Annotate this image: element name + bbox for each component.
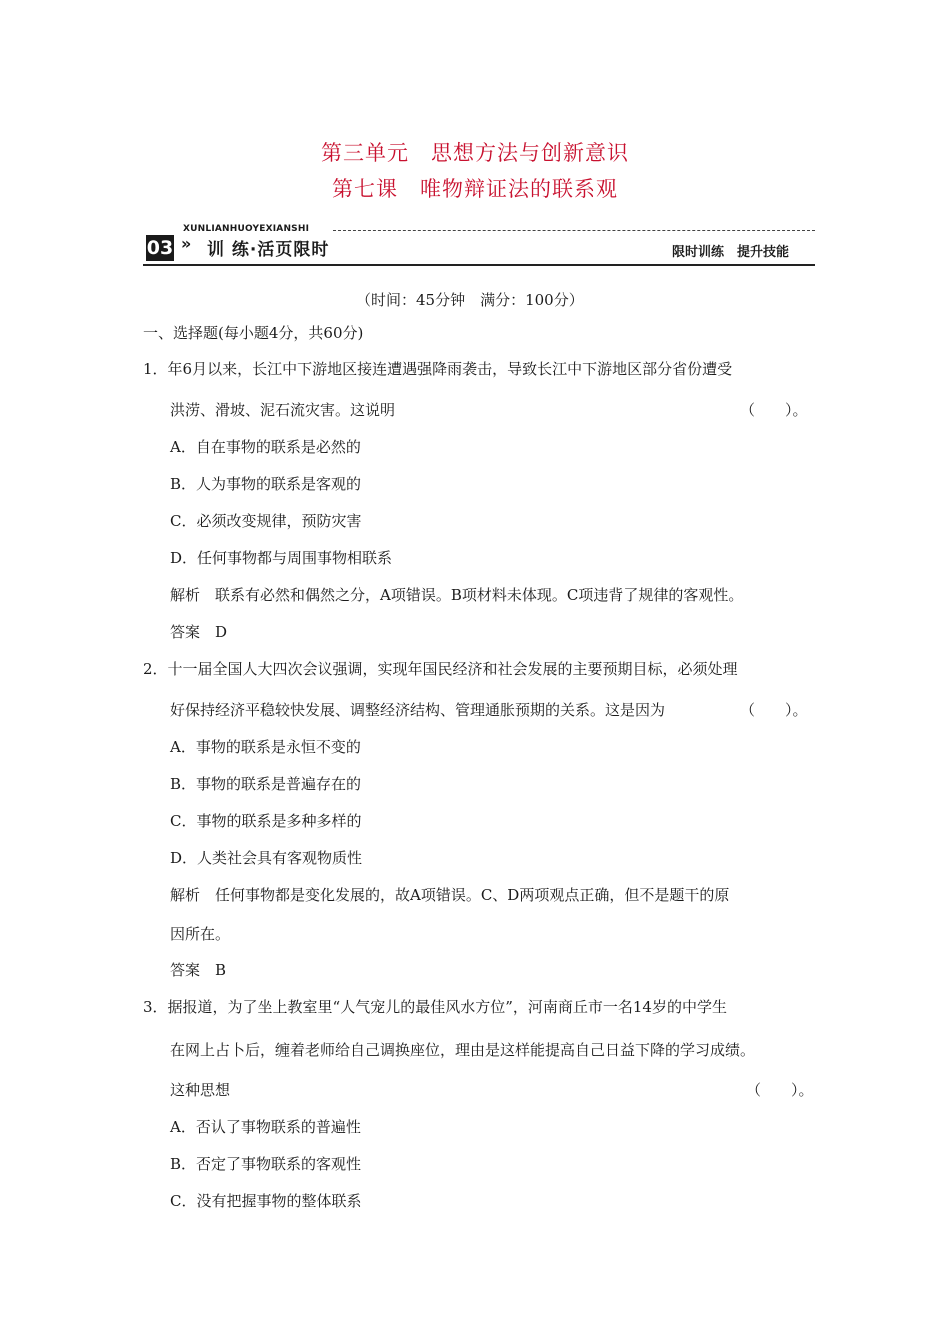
- question-2-stem-cont: 好保持经济平稳较快发展、调整经济结构、管理通胀预期的关系。这是因为: [170, 701, 666, 719]
- question-1-option-a: A．自在事物的联系是必然的: [170, 438, 361, 456]
- unit-title: 第三单元 思想方法与创新意识: [321, 141, 629, 165]
- banner-title: 训 练·活页限时: [207, 240, 330, 260]
- question-1-stem-cont: 洪涝、滑坡、泥石流灾害。这说明: [170, 401, 396, 419]
- banner-right-text: 限时训练 提升技能: [671, 245, 789, 260]
- question-2-option-d: D．人类社会具有客观物质性: [170, 849, 363, 867]
- chevron-icon: »: [181, 234, 192, 253]
- section-heading: 一、选择题(每小题4分，共60分): [143, 324, 364, 342]
- time-info: （时间：45分钟 满分：100分）: [356, 291, 584, 309]
- question-1-answer: 答案 D: [170, 623, 228, 641]
- section-banner: [143, 224, 815, 268]
- banner-underline: [143, 264, 815, 266]
- question-2-stem: 2．十一届全国人大四次会议强调，实现年国民经济和社会发展的主要预期目标，必须处理: [143, 660, 738, 678]
- question-2-option-b: B．事物的联系是普遍存在的: [170, 775, 362, 793]
- question-1-analysis: 解析 联系有必然和偶然之分，A项错误。B项材料未体现。C项违背了规律的客观性。: [170, 586, 744, 604]
- question-3-option-a: A．否认了事物联系的普遍性: [170, 1118, 361, 1136]
- question-3-option-c: C．没有把握事物的整体联系: [170, 1192, 362, 1210]
- banner-pinyin: XUNLIANHUOYEXIANSHI: [183, 224, 310, 234]
- question-3-blank: （ ）。: [746, 1081, 814, 1099]
- question-1-blank: （ ）。: [740, 401, 808, 419]
- lesson-title: 第七课 唯物辩证法的联系观: [332, 177, 618, 201]
- question-3-option-b: B．否定了事物联系的客观性: [170, 1155, 362, 1173]
- question-1-option-d: D．任何事物都与周围事物相联系: [170, 549, 393, 567]
- banner-dashed-divider: [333, 230, 815, 231]
- question-2-option-a: A．事物的联系是永恒不变的: [170, 738, 361, 756]
- question-2-analysis: 解析 任何事物都是变化发展的，故A项错误。C、D两项观点正确，但不是题干的原: [170, 886, 730, 904]
- question-1-option-b: B．人为事物的联系是客观的: [170, 475, 362, 493]
- question-2-blank: （ ）。: [740, 701, 808, 719]
- question-2-answer: 答案 B: [170, 961, 227, 979]
- question-2-option-c: C．事物的联系是多种多样的: [170, 812, 362, 830]
- question-1-option-c: C．必须改变规律，预防灾害: [170, 512, 362, 530]
- question-3-stem-cont-2: 这种思想: [170, 1081, 231, 1099]
- question-2-analysis-cont: 因所在。: [170, 925, 231, 943]
- banner-number-badge: 03: [146, 237, 174, 259]
- question-1-stem: 1．年6月以来，长江中下游地区接连遭遇强降雨袭击，导致长江中下游地区部分省份遭受: [143, 360, 733, 378]
- question-3-stem: 3．据报道，为了坐上教室里“人气宠儿的最佳风水方位”，河南商丘市一名14岁的中学生: [143, 998, 727, 1016]
- question-3-stem-cont: 在网上占卜后，缠着老师给自己调换座位，理由是这样能提高自己日益下降的学习成绩。: [170, 1041, 756, 1059]
